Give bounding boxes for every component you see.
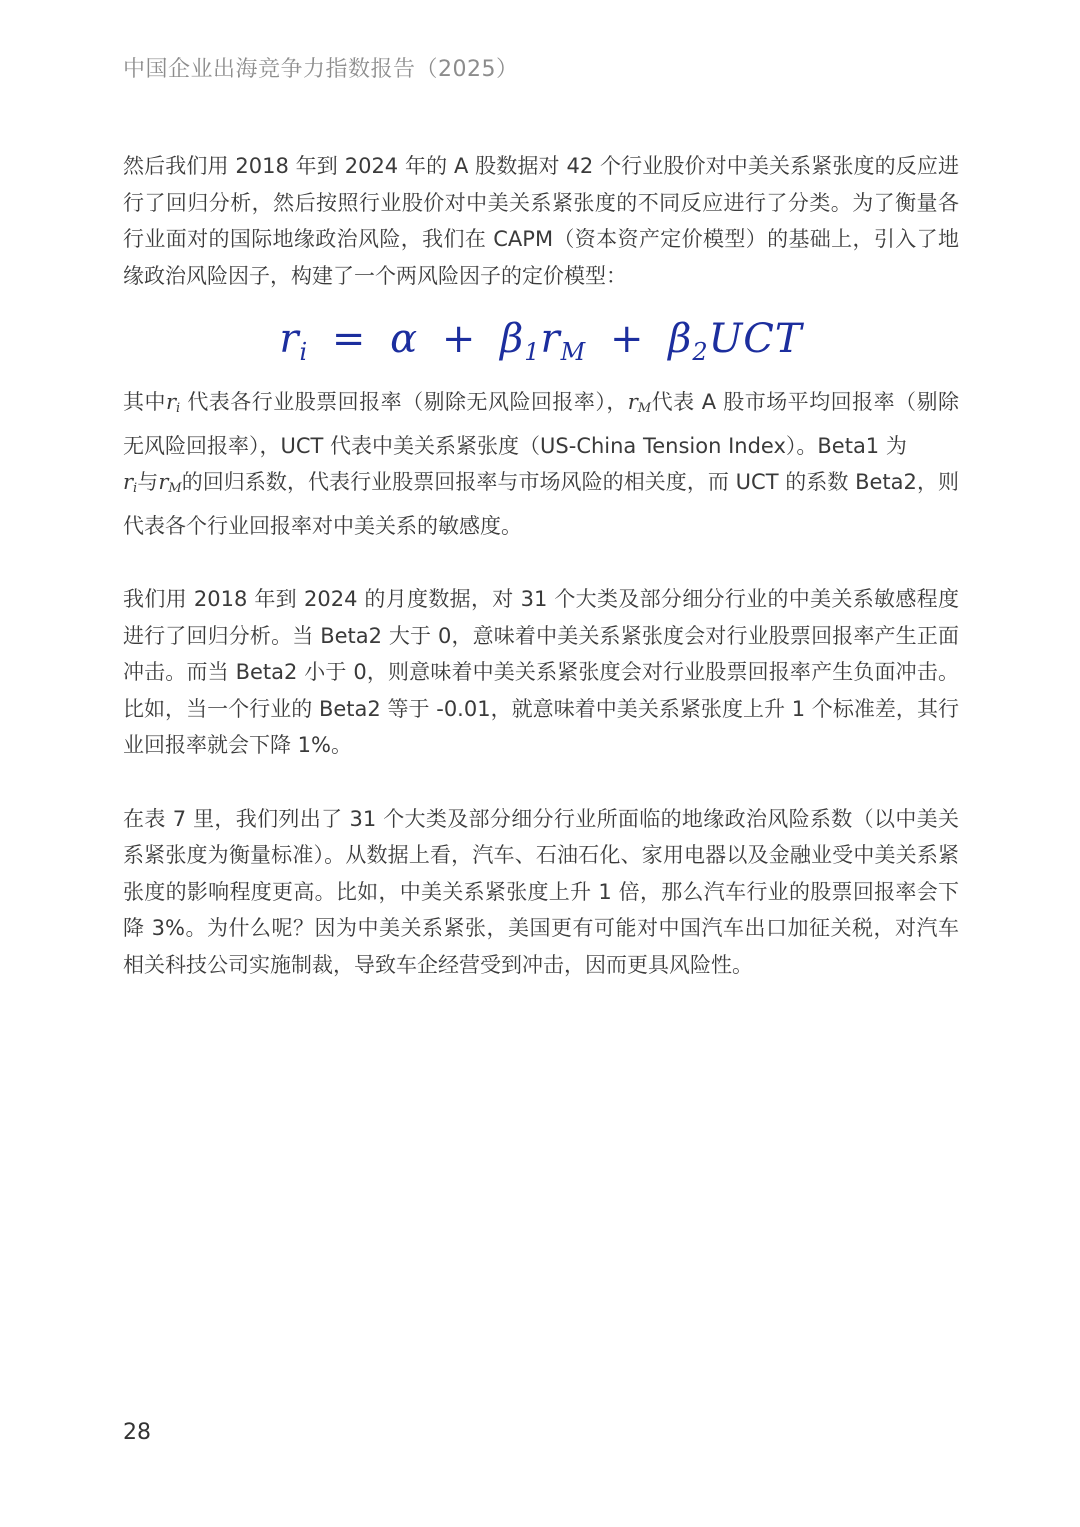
paragraph-table7-summary: 在表 7 里，我们列出了 31 个大类及部分细分行业所面临的地缘政治风险系数（以中美关系紧张度为衡量标准）。从数据上看，汽车、石油石化、家用电器以及金融业受中美关系紧张度的影响程度更高。比如，中美关系紧张度上升 1 倍，那么汽车行业的股票回报率会下降 3%。为什么呢？因为中美关系紧张，美国更有可能对中国汽车出口加征关税，对汽车相关科技公司实施制裁，导致车企经营受到冲击，因而更具风险性。	[123, 806, 959, 977]
var-rm: $r_M$	[158, 470, 182, 496]
formula-beta2: $\beta_2$	[668, 316, 709, 366]
paragraph-method: 然后我们用 2018 年到 2024 年的 A 股数据对 42 个行业股价对中美关系紧张度的反应进行了回归分析，然后按照行业股价对中美关系紧张度的不同反应进行了分类。为了衡量各行业面对的国际地缘政治风险，我们在 CAPM（资本资产定价模型）的基础上，引入了地缘政治风险因子，构建了一个两风险因子的定价模型：	[123, 154, 959, 288]
formula-beta1: $\beta_1$	[500, 316, 541, 366]
pricing-model-formula	[123, 300, 959, 378]
body-content	[123, 148, 959, 983]
page-number: 28	[123, 1420, 151, 1445]
formula-plus: +	[609, 316, 645, 362]
var-ri: $r_i$	[165, 390, 181, 416]
var-rm: $r_M$	[627, 390, 652, 416]
formula-alpha: α	[390, 316, 419, 362]
paragraph-regression: 我们用 2018 年到 2024 的月度数据，对 31 个大类及部分细分行业的中美关系敏感程度进行了回归分析。当 Beta2 大于 0，意味着中美关系紧张度会对行业股票回报率产生正面冲击。而当 Beta2 小于 0，则意味着中美关系紧张度会对行业股票回报率产生负面冲击。比如，当一个行业的 Beta2 等于 -0.01，就意味着中美关系紧张度上升 1 个标准差，其行业回报率就会下降 1%。	[123, 587, 959, 757]
formula-equals: =	[331, 316, 367, 362]
var-ri: $r_i$	[123, 470, 138, 496]
formula-ri: $r_i$	[279, 316, 309, 366]
formula-rm: $r_M$	[540, 316, 587, 366]
paragraph-variable-definitions: 其中$r_i$ 代表各行业股票回报率（剔除无风险回报率），$r_M$代表 A 股市场平均回报率（剔除无风险回报率），UCT 代表中美关系紧张度（US-China Tension Index）。Beta1 为 $r_i$与$r_M$的回归系数，代表行业股票回报率与市场风险的相关度，而 UCT 的系数 Beta2，则代表各个行业回报率对中美关系的敏感度。	[123, 390, 959, 538]
formula-plus: +	[441, 316, 477, 362]
formula-uct: UCT	[708, 316, 803, 362]
running-header: 中国企业出海竞争力指数报告（2025）	[123, 57, 519, 82]
